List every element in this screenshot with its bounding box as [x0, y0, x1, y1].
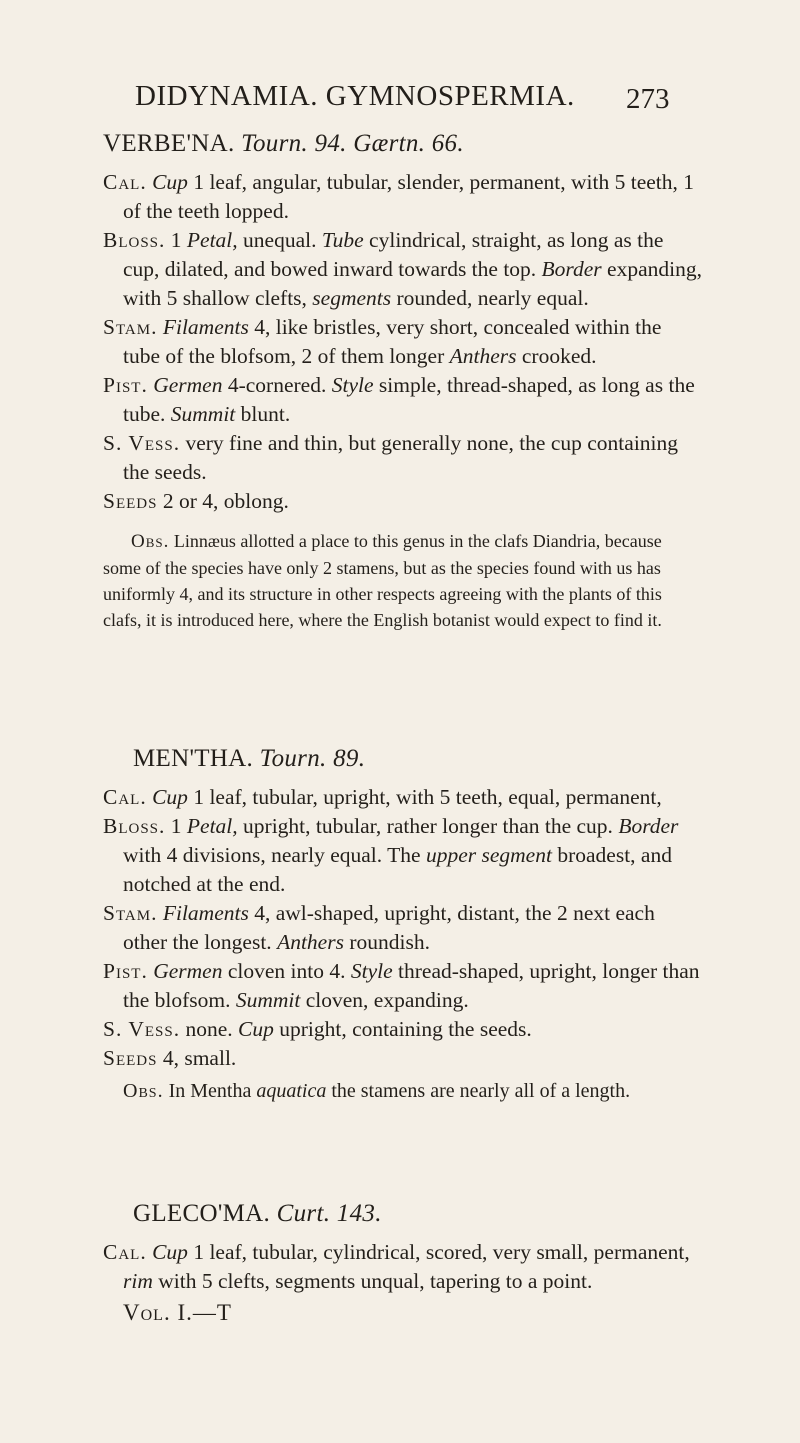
genus-name: MEN'THA.	[133, 745, 254, 772]
seed-vessel-description: S. Vess. none. Cup upright, containing the seeds.	[103, 1017, 532, 1041]
genus-heading-mentha	[133, 745, 703, 773]
running-head: DIDYNAMIA. GYMNOSPERMIA.	[135, 80, 575, 112]
pistil-description: Pist. Germen 4-cornered. Style simple, thread-shaped, as long as the tube. Summit blunt.	[103, 373, 695, 426]
verbena-section	[103, 130, 703, 633]
reference: Curt. 143.	[276, 1200, 382, 1227]
seeds-description: Seeds 2 or 4, oblong.	[103, 489, 289, 513]
genus-heading-glecoma	[133, 1200, 703, 1228]
stamens-description: Stam. Filaments 4, awl-shaped, upright, distant, the 2 next each other the longest. Anthers roundish.	[103, 901, 655, 954]
genus-name: VERBE'NA.	[103, 130, 235, 157]
reference: Tourn. 89.	[259, 745, 366, 772]
reference: Tourn. 94.	[241, 130, 347, 157]
observation-note: Obs. Linnæus allotted a place to this genus in the clafs Diandria, because some of the species have only 2 stamens, but as the species found with us has uniformly 4, and its structure in other respects agreeing with the plants of this clafs, it is introduced here, where the English botanist would expect to find it.	[103, 531, 662, 630]
calyx-description: Cal. Cup 1 leaf, angular, tubular, slender, permanent, with 5 teeth, 1 of the teeth lopped.	[103, 170, 695, 223]
signature-mark: Vol. I.—T	[123, 1300, 232, 1325]
observation-note: Obs. In Mentha aquatica the stamens are nearly all of a length.	[123, 1080, 631, 1102]
stamens-description: Stam. Filaments 4, like bristles, very short, concealed within the tube of the blofsom, 2 of them longer Anthers crooked.	[103, 315, 662, 368]
seed-vessel-description: S. Vess. very fine and thin, but generally none, the cup containing the seeds.	[103, 431, 679, 484]
blossom-description: Bloss. 1 Petal, upright, tubular, rather longer than the cup. Border with 4 divisions, nearly equal. The upper segment broadest, and notched at the end.	[103, 814, 679, 896]
calyx-description: Cal. Cup 1 leaf, tubular, upright, with 5 teeth, equal, permanent,	[103, 785, 662, 809]
calyx-description: Cal. Cup 1 leaf, tubular, cylindrical, scored, very small, permanent, rim with 5 clefts, segments unqual, tapering to a point.	[103, 1240, 690, 1293]
genus-heading-verbena	[103, 130, 703, 158]
reference: Gærtn. 66.	[353, 130, 464, 157]
seeds-description: Seeds 4, small.	[103, 1046, 237, 1070]
pistil-description: Pist. Germen cloven into 4. Style thread-shaped, upright, longer than the blofsom. Summit cloven, expanding.	[103, 959, 700, 1012]
page-number: 273	[626, 83, 670, 115]
mentha-section	[103, 745, 703, 1105]
glecoma-section	[103, 1200, 703, 1326]
genus-name: GLECO'MA.	[133, 1200, 271, 1227]
blossom-description: Bloss. 1 Petal, unequal. Tube cylindrical, straight, as long as the cup, dilated, and bowed inward towards the top. Border expanding, with 5 shallow clefts, segments rounded, nearly equal.	[103, 228, 702, 310]
